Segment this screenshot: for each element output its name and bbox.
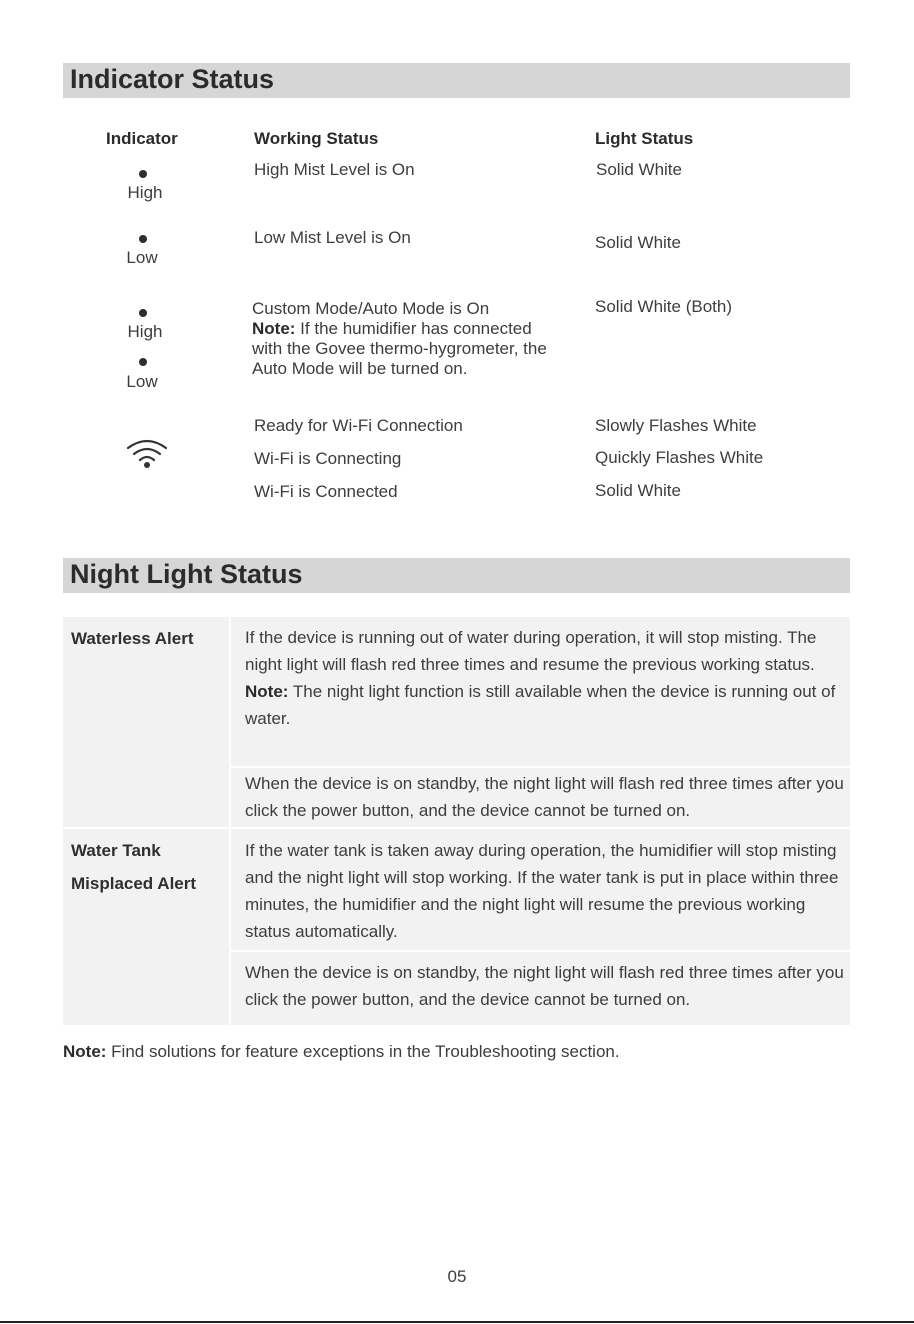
waterless-standby-cell [231, 768, 850, 827]
working-status-header: Working Status [254, 129, 379, 148]
page-number: 05 [447, 1267, 467, 1286]
water-tank-description: If the water tank is taken away during operation, the humidifier will stop misting and the night light will stop working. If the water tank is put in place within three minutes, the humidifier and the night light will resume the previous working status automatically. [245, 841, 839, 941]
bottom-rule [0, 1321, 914, 1323]
water-tank-alert-label-cell [63, 829, 229, 1025]
waterless-alert-text: If the device is running out of water during operation, it will stop misting. The night light will flash red three times and resume the previous working status. [245, 628, 817, 674]
waterless-standby-text: When the device is on standby, the night light will flash red three times after you click the power button, and the device cannot be turned on. [245, 774, 844, 820]
water-tank-description-cell [231, 829, 850, 950]
night-light-status-title: Night Light Status [70, 559, 303, 589]
note-paragraph [252, 319, 557, 379]
waterless-alert-description-cell [231, 617, 850, 766]
footer-note-text: Find solutions for feature exceptions in the Troubleshooting section. [106, 1042, 620, 1061]
indicator-status-bar [63, 63, 850, 98]
note-paragraph [245, 678, 845, 732]
waterless-alert-label-cell [63, 617, 229, 827]
indicator-header: Indicator [106, 129, 178, 148]
water-tank-standby-text: When the device is on standby, the night light will flash red three times after you click the power button, and the device cannot be turned on. [245, 963, 844, 1009]
wifi-working-status-text: Ready for Wi-Fi Connection [254, 416, 463, 435]
indicator-label-low: Low [126, 248, 158, 267]
water-tank-label-line: Water Tank [71, 841, 161, 860]
note-label: Note: [245, 682, 289, 701]
indicator-label-high: High [127, 322, 163, 341]
light-status-text: Solid White [596, 160, 682, 179]
light-status-header: Light Status [595, 129, 694, 148]
water-tank-alert-label [71, 834, 196, 900]
misplaced-alert-label-line: Misplaced Alert [71, 874, 197, 893]
note-label: Note: [63, 1042, 107, 1061]
waterless-alert-description [245, 624, 845, 732]
wifi-light-status-text: Quickly Flashes White [595, 448, 764, 467]
wifi-working-status-text: Wi-Fi is Connecting [254, 449, 402, 468]
footer-note [63, 1042, 620, 1062]
wifi-light-status-text: Slowly Flashes White [595, 416, 757, 435]
indicator-label-low: Low [126, 372, 158, 391]
working-status-text: Custom Mode/Auto Mode is On [252, 299, 490, 318]
indicator-dot-icon [139, 358, 147, 366]
light-status-text: Solid White (Both) [595, 297, 732, 316]
note-text: If the humidifier has connected with the Govee thermo-hygrometer, the Auto Mode will be turned on. [252, 319, 547, 378]
indicator-dot-icon [139, 235, 147, 243]
indicator-dot-icon [139, 309, 147, 317]
note-text: The night light function is still available when the device is running out of water. [245, 682, 836, 728]
wifi-light-status-text: Solid White [595, 481, 681, 500]
indicator-label-high: High [127, 183, 163, 202]
wifi-working-status-text: Wi-Fi is Connected [254, 482, 398, 501]
water-tank-standby-cell [231, 952, 850, 1025]
working-status-text: Low Mist Level is On [254, 228, 411, 247]
wifi-icon [126, 437, 168, 469]
indicator-dot-icon [139, 170, 147, 178]
custom-mode-description [252, 299, 557, 379]
night-light-status-bar [63, 558, 850, 593]
indicator-status-title: Indicator Status [70, 64, 275, 94]
light-status-text: Solid White [595, 233, 681, 252]
working-status-text: High Mist Level is On [254, 160, 415, 179]
note-label: Note: [252, 319, 296, 338]
waterless-alert-label: Waterless Alert [71, 629, 194, 648]
